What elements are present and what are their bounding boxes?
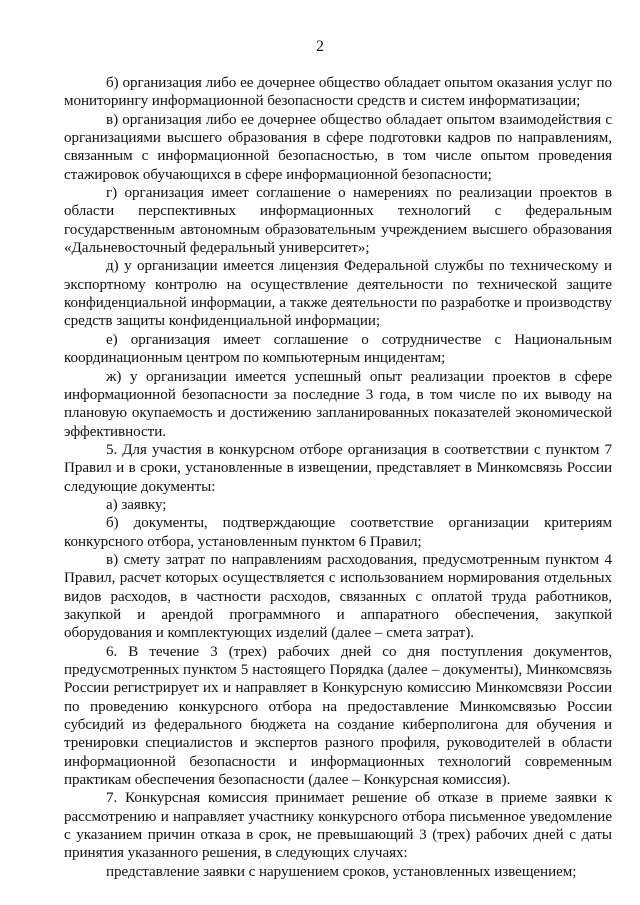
paragraph-criterion-d: д) у организации имеется лицензия Федеральной службы по техническому и экспортному контролю на осуществление деятельности по технической защите конфиденциальной информации, а также деятельности по разработке и производству средств защиты конфиденциальной информации; <box>64 258 612 330</box>
paragraph-criterion-g: г) организация имеет соглашение о намерениях по реализации проектов в области перспективных информационных технологий с федеральным государственным автономным образовательным учреждением высшего образования «Дальневосточный федеральный университет»; <box>64 185 612 257</box>
paragraph-clause-7: 7. Конкурсная комиссия принимает решение об отказе в приеме заявки к рассмотрению и направляет участнику конкурсного отбора письменное уведомление с указанием причин отказа в срок, не превышающий 3 (трех) рабочих дней с даты принятия указанного решения, в следующих случаях: <box>64 790 612 862</box>
paragraph-criterion-v: в) организация либо ее дочернее общество обладает опытом взаимодействия с организациями высшего образования в сфере подготовки кадров по направлениям, связанным с информационной безопасностью, в том числе опытом проведения стажировок обучающихся в сфере информационной безопасности; <box>64 111 612 183</box>
paragraph-criterion-b: б) организация либо ее дочернее общество обладает опытом оказания услуг по мониторингу информационной безопасности средств и систем информатизации; <box>64 75 612 110</box>
paragraph-clause-5-b: б) документы, подтверждающие соответствие организации критериям конкурсного отбора, установленным пунктом 6 Правил; <box>64 515 612 550</box>
paragraph-clause-7-case-1: представление заявки с нарушением сроков, установленных извещением; <box>106 863 577 880</box>
paragraph-criterion-zh: ж) у организации имеется успешный опыт реализации проектов в сфере информационной безопасности за последние 3 года, в том числе по их выводу на плановую окупаемость и достижению запланированных показателей экономической эффективности. <box>64 368 612 440</box>
document-body <box>64 74 612 881</box>
paragraph-clause-5-v: в) смету затрат по направлениям расходования, предусмотренным пунктом 4 Правил, расчет которых осуществляется с использованием нормирования отдельных видов расходов, в частности расходов, связанных с оплатой труда работников, закупкой и арендой программного и аппаратного обеспечения, закупкой оборудования и комплектующих изделий (далее – смета затрат). <box>64 551 612 642</box>
paragraph-clause-5: 5. Для участия в конкурсном отборе организация в соответствии с пунктом 7 Правил и в сроки, установленные в извещении, представляет в Минкомсвязь России следующие документы: <box>64 441 612 495</box>
paragraph-criterion-e: е) организация имеет соглашение о сотрудничестве с Национальным координационным центром по компьютерным инцидентам; <box>64 331 612 367</box>
paragraph-clause-5-a: а) заявку; <box>106 496 167 513</box>
page-number: 2 <box>316 38 324 55</box>
paragraph-clause-6: 6. В течение 3 (трех) рабочих дней со дня поступления документов, предусмотренных пунктом 5 настоящего Порядка (далее – документы), Минкомсвязь России регистрирует их и направляет в Конкурсную комиссию Минкомсвязи России по проведению конкурсного отбора на предоставление Минкомсвязью России субсидий из федерального бюджета на создание киберполигона для обучения и тренировки специалистов и экспертов разного профиля, руководителей в области информационной безопасности и информационных технологий современным практикам обеспечения безопасности (далее – Конкурсная комиссия). <box>64 643 612 789</box>
